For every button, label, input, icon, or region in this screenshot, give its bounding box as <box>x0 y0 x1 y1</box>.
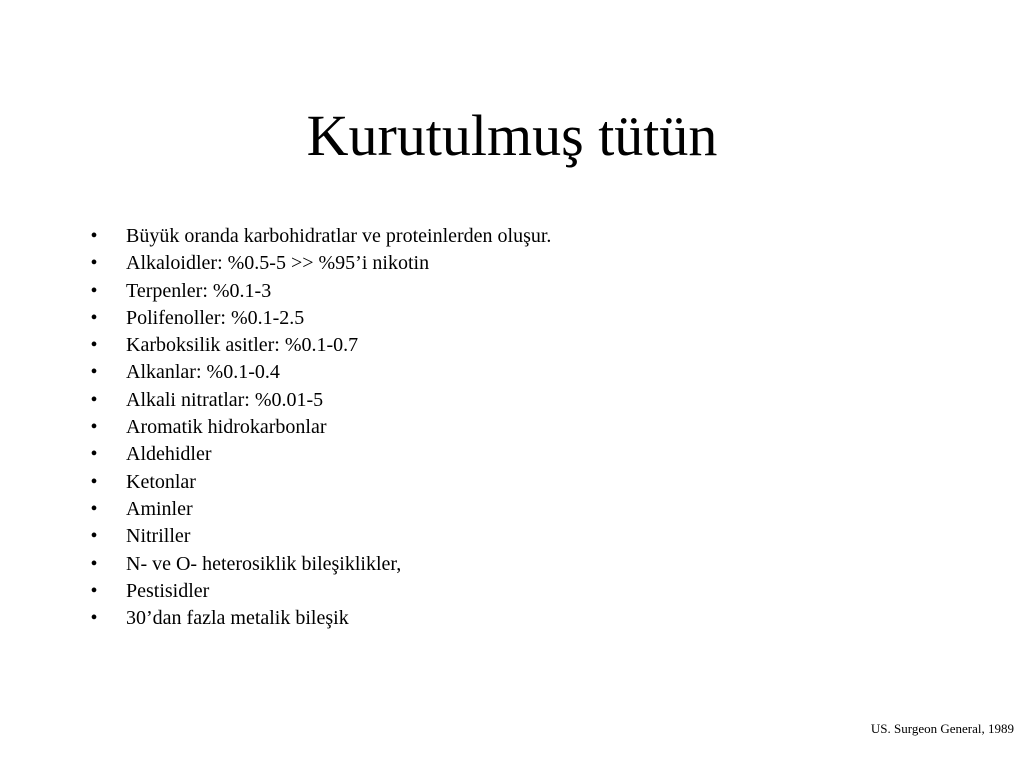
list-item-text: Ketonlar <box>126 470 196 493</box>
list-item-text: Büyük oranda karbohidratlar ve proteinlerden oluşur. <box>126 225 552 247</box>
bullet-icon: • <box>90 579 98 602</box>
list-item-text: Alkanlar: %0.1-0.4 <box>126 361 280 384</box>
list-item-text: Pestisidler <box>126 579 210 602</box>
list-item <box>84 578 551 605</box>
list-item <box>84 305 551 332</box>
list-item <box>84 223 551 250</box>
list-item <box>84 523 551 550</box>
list-item <box>84 469 551 496</box>
bullet-icon: • <box>90 552 98 575</box>
list-item-text: N- ve O- heterosiklik bileşiklikler, <box>126 552 402 575</box>
bullet-icon: • <box>90 497 98 520</box>
list-item-text: 30’dan fazla metalik bileşik <box>126 607 349 630</box>
list-item-text: Polifenoller: %0.1-2.5 <box>126 306 305 329</box>
bullet-icon: • <box>90 225 98 247</box>
bullet-icon: • <box>90 443 98 466</box>
bullet-icon: • <box>90 279 98 302</box>
list-item <box>84 551 551 578</box>
bullet-icon: • <box>90 416 98 439</box>
bullet-icon: • <box>90 252 98 275</box>
bullet-icon: • <box>90 306 98 329</box>
list-item <box>84 605 551 632</box>
bullet-icon: • <box>90 607 98 630</box>
slide-title: Kurutulmuş tütün <box>306 103 718 168</box>
list-item <box>84 278 551 305</box>
list-item-text: Aminler <box>126 497 193 520</box>
list-item <box>84 387 551 414</box>
bullet-icon: • <box>90 361 98 384</box>
bullet-list <box>84 223 551 632</box>
list-item <box>84 414 551 441</box>
source-citation: US. Surgeon General, 1989 <box>870 721 1014 736</box>
list-item-text: Alkaloidler: %0.5-5 >> %95’i nikotin <box>126 252 430 275</box>
list-item <box>84 496 551 523</box>
bullet-icon: • <box>90 388 98 411</box>
list-item <box>84 441 551 468</box>
bullet-icon: • <box>90 525 98 548</box>
list-item <box>84 250 551 277</box>
list-item-text: Nitriller <box>126 525 191 548</box>
list-item-text: Karboksilik asitler: %0.1-0.7 <box>126 334 359 357</box>
list-item <box>84 359 551 386</box>
list-item-text: Aldehidler <box>126 443 212 466</box>
list-item <box>84 332 551 359</box>
list-item-text: Aromatik hidrokarbonlar <box>126 416 327 439</box>
list-item-text: Alkali nitratlar: %0.01-5 <box>126 388 324 411</box>
list-item-text: Terpenler: %0.1-3 <box>126 279 272 302</box>
bullet-icon: • <box>90 334 98 357</box>
bullet-icon: • <box>90 470 98 493</box>
